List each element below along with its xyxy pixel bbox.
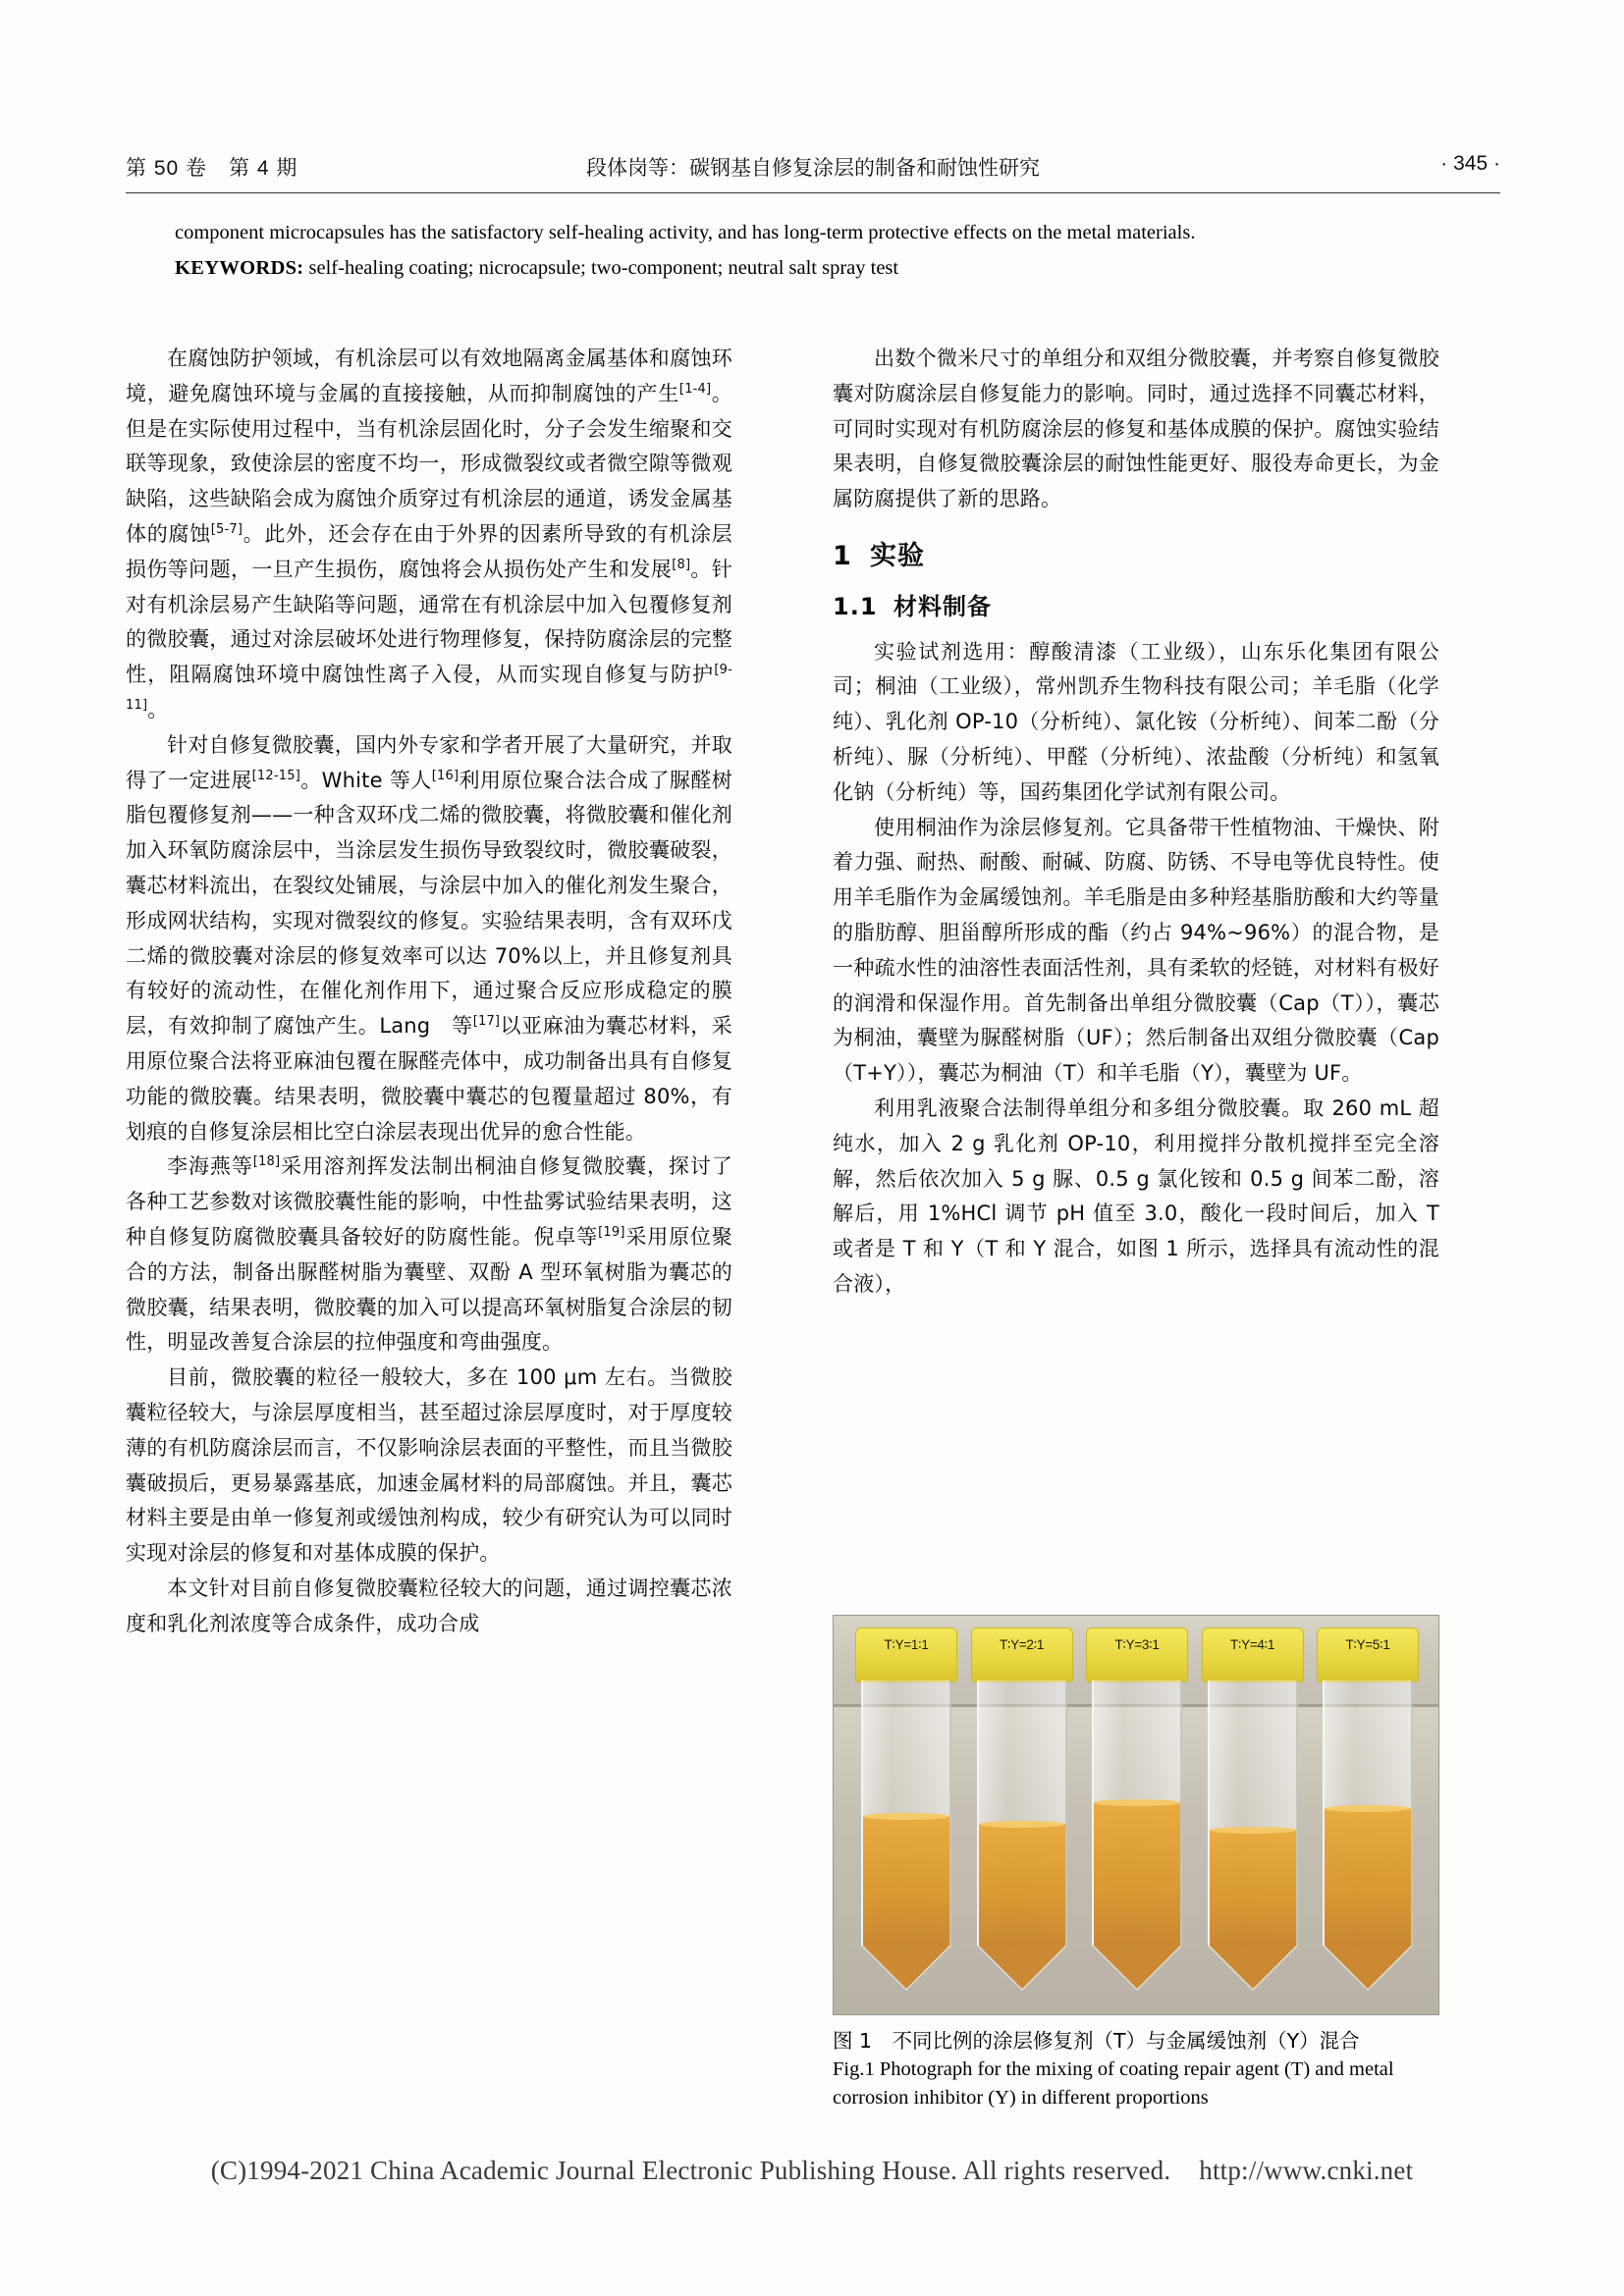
tube-4-liquid	[1210, 1830, 1296, 1946]
ref-5-7: [5-7]	[210, 521, 244, 537]
page-number: · 345 ·	[1440, 152, 1500, 175]
para2-seg1: 针对自修复微胶囊，国内外专家和学者开展了大量研究，并取得了一定进展	[126, 732, 732, 792]
paragraph-5: 本文针对目前自修复微胶囊粒径较大的问题，通过调控囊芯浓度和乳化剂浓度等合成条件，成功合成	[126, 1575, 732, 1635]
tube-5-meniscus	[1325, 1805, 1411, 1812]
section-heading-experiment	[833, 539, 1439, 574]
ref-9-11: [9-11]	[126, 663, 732, 713]
left-column	[126, 342, 732, 1641]
footer-copyright-bar	[0, 2156, 1624, 2186]
tube-5-cap	[1317, 1628, 1419, 1682]
cnki-url: http://www.cnki.net	[1199, 2156, 1414, 2185]
paragraph-2	[126, 728, 732, 1150]
ref-19: [19]	[598, 1224, 625, 1240]
para3-seg2: 采用溶剂挥发法制出桐油自修复微胶囊，探讨了各种工艺参数对该微胶囊性能的影响，中性盐雾试验结果表明，这种自修复防腐微胶囊具备较好的防腐性能。倪卓等	[126, 1154, 732, 1249]
figure-1	[833, 1615, 1439, 2112]
tube-row	[855, 1624, 1419, 2012]
tube-3-liquid-cone	[1094, 1946, 1180, 1989]
volume-issue: 第 50 卷 第 4 期	[126, 157, 298, 180]
para1-seg2: 。但是在实际使用过程中，当有机涂层固化时，分子会发生缩聚和交联等现象，致使涂层的密度不均一，形成微裂纹或者微空隙等微观缺陷，这些缺陷会成为腐蚀介质穿过有机涂层的通道，诱发金属基体的腐蚀	[126, 381, 733, 546]
paragraph-3	[126, 1149, 732, 1361]
para2-seg4: 以亚麻油为囊芯材料，采用原位聚合法将亚麻油包覆在脲醛壳体中，成功制备出具有自修复功能的微胶囊。结果表明，微胶囊中囊芯的包覆量超过 80%，有划痕的自修复涂层相比空白涂层表现出优异的愈合性能。	[126, 1014, 732, 1144]
para3-seg3: 采用原位聚合的方法，制备出脲醛树脂为囊壁、双酚 A 型环氧树脂为囊芯的微胶囊，结果表明，微胶囊的加入可以提高环氧树脂复合涂层的韧性，明显改善复合涂层的拉伸强度和弯曲强度。	[126, 1224, 733, 1355]
tube-3-label: T∶Y=3∶1	[1114, 1637, 1160, 1652]
tube-5	[1317, 1624, 1419, 1997]
tube-2	[971, 1624, 1073, 1997]
tube-2-label: T∶Y=2∶1	[999, 1637, 1045, 1652]
figure-caption	[833, 2027, 1439, 2112]
section-number: 1	[833, 540, 852, 571]
ref-1-4: [1-4]	[678, 381, 712, 397]
figure-caption-en: Fig.1 Photograph for the mixing of coating repair agent (T) and metal corrosion inhibitor (Y) in different proportions	[833, 2058, 1394, 2109]
tube-4-label: T∶Y=4∶1	[1229, 1637, 1275, 1652]
tube-2-meniscus	[979, 1821, 1065, 1828]
right-paragraph-3: 使用桐油作为涂层修复剂。它具备带干性植物油、干燥快、附着力强、耐热、耐酸、耐碱、防腐、防锈、不导电等优良特性。使用羊毛脂作为金属缓蚀剂。羊毛脂是由多种羟基脂肪酸和大约等量的脂肪醇、胆甾醇所形成的酯（约占 94%~96%）的混合物，是一种疏水性的油溶性表面活性剂，具有柔软的烃链，对材料有极好的润滑和保湿作用。首先制备出单组分微胶囊（Cap（T）），囊芯为桐油，囊壁为脲醛树脂（UF）；然后制备出双组分微胶囊（Cap（T+Y）），囊芯为桐油（T）和羊毛脂（Y），囊壁为 UF。	[833, 815, 1439, 1086]
tube-2-liquid-cone	[979, 1946, 1065, 1989]
para1-seg5: 。	[147, 697, 169, 721]
abstract-tail: component microcapsules has the satisfactory self-healing activity, and has long-term protective effects on the metal materials.	[175, 222, 1196, 243]
tube-1-liquid	[863, 1816, 949, 1946]
para3-seg1: 李海燕等	[167, 1154, 253, 1179]
para1-seg3: 。此外，还会存在由于外界的因素所导致的有机涂层损伤等问题，一旦产生损伤，腐蚀将会从损伤处产生和发展	[126, 521, 732, 581]
right-column	[833, 342, 1439, 1303]
para2-seg3: 利用原位聚合法合成了脲醛树脂包覆修复剂——一种含双环戊二烯的微胶囊，将微胶囊和催化剂加入环氧防腐涂层中，当涂层发生损伤导致裂纹时，微胶囊破裂，囊芯材料流出，在裂纹处铺展，与涂层中加入的催化剂发生聚合，形成网状结构，实现对微裂纹的修复。实验结果表明，含有双环戊二烯的微胶囊对涂层的修复效率可以达 70%以上，并且修复剂具有较好的流动性，在催化剂作用下，通过聚合反应形成稳定的膜层，有效抑制了腐蚀产生。Lang 等	[126, 768, 732, 1039]
tube-1-cap	[855, 1628, 957, 1682]
tube-4	[1202, 1624, 1304, 1997]
ref-16: [16]	[431, 768, 460, 783]
running-head	[126, 152, 1500, 191]
keywords-text: self-healing coating; nicrocapsule; two-component; neutral salt spray test	[308, 257, 899, 279]
paragraph-4: 目前，微胶囊的粒径一般较大，多在 100 μm 左右。当微胶囊粒径较大，与涂层厚度相当，甚至超过涂层厚度时，对于厚度较薄的有机防腐涂层而言，不仅影响涂层表面的平整性，而且当微胶囊破损后，更易暴露基底，加速金属材料的局部腐蚀。并且，囊芯材料主要是由单一修复剂或缓蚀剂构成，较少有研究认为可以同时实现对涂层的修复和对基体成膜的保护。	[126, 1365, 732, 1566]
paragraph-1	[126, 342, 732, 728]
keywords-line	[175, 253, 1451, 283]
keywords-label: KEYWORDS:	[175, 257, 304, 279]
figure-1-photograph	[833, 1615, 1439, 2015]
subsection-heading-materials	[833, 590, 1439, 625]
figure-caption-cn: 图 1 不同比例的涂层修复剂（T）与金属缓蚀剂（Y）混合	[833, 2029, 1360, 2053]
para2-seg2: 。White 等人	[299, 768, 432, 792]
section-title: 实验	[870, 540, 925, 571]
header-rule	[126, 192, 1500, 193]
tube-5-label: T∶Y=5∶1	[1345, 1637, 1390, 1652]
tube-2-cap	[971, 1628, 1073, 1682]
subsection-number: 1.1	[833, 592, 878, 620]
para1-seg1: 在腐蚀防护领域，有机涂层可以有效地隔离金属基体和腐蚀环境，避免腐蚀环境与金属的直接接触，从而抑制腐蚀的产生	[126, 347, 732, 405]
tube-1-label: T∶Y=1∶1	[884, 1637, 929, 1652]
tube-1-liquid-cone	[863, 1946, 949, 1989]
ref-8: [8]	[672, 557, 691, 572]
tube-1-meniscus	[863, 1813, 949, 1820]
ref-17: [17]	[472, 1014, 501, 1030]
tube-1	[855, 1624, 957, 1997]
right-paragraph-2: 实验试剂选用：醇酸清漆（工业级），山东乐化集团有限公司；桐油（工业级），常州凯乔生物科技有限公司；羊毛脂（化学纯）、乳化剂 OP-10（分析纯）、氯化铵（分析纯）、间苯二酚（分析纯）、脲（分析纯）、甲醛（分析纯）、浓盐酸（分析纯）和氢氧化钠（分析纯）等，国药集团化学试剂有限公司。	[833, 639, 1439, 804]
tube-4-cap	[1202, 1628, 1304, 1682]
subsection-title: 材料制备	[893, 592, 992, 620]
running-title: 段体岗等：碳钢基自修复涂层的制备和耐蚀性研究	[586, 157, 1040, 180]
right-paragraph-1: 出数个微米尺寸的单组分和双组分微胶囊，并考察自修复微胶囊对防腐涂层自修复能力的影响。同时，通过选择不同囊芯材料，可同时实现对有机防腐涂层的修复和基体成膜的保护。腐蚀实验结果表明，自修复微胶囊涂层的耐蚀性能更好、服役寿命更长，为金属防腐提供了新的思路。	[833, 347, 1439, 511]
tube-5-liquid	[1325, 1808, 1411, 1946]
tube-3-meniscus	[1094, 1799, 1180, 1806]
right-paragraph-4: 利用乳液聚合法制得单组分和多组分微胶囊。取 260 mL 超纯水，加入 2 g 乳化剂 OP-10，利用搅拌分散机搅拌至完全溶解，然后依次加入 5 g 脲、0.5 g 氯化铵和 0.5 g 间苯二酚，溶解后，用 1%HCl 调节 pH 值至 3.0，酸化一段时间后，加入 T 或者是 T 和 Y（T 和 Y 混合，如图 1 所示，选择具有流动性的混合液），	[833, 1095, 1439, 1296]
tube-4-meniscus	[1210, 1827, 1296, 1834]
para1-seg4: 。针对有机涂层易产生缺陷等问题，通常在有机涂层中加入包覆修复剂的微胶囊，通过对涂层破坏处进行物理修复，保持防腐涂层的完整性，阻隔腐蚀环境中腐蚀性离子入侵，从而实现自修复与防护	[126, 557, 733, 687]
tube-4-liquid-cone	[1210, 1946, 1296, 1989]
copyright-text: (C)1994-2021 China Academic Journal Electronic Publishing House. All rights reserved.	[210, 2156, 1171, 2185]
ref-18: [18]	[252, 1154, 281, 1170]
tube-5-liquid-cone	[1325, 1946, 1411, 1989]
tube-3-liquid	[1094, 1802, 1180, 1946]
tube-3-cap	[1086, 1628, 1188, 1682]
tube-3	[1086, 1624, 1188, 1997]
tube-2-liquid	[979, 1824, 1065, 1946]
ref-12-15: [12-15]	[251, 768, 300, 783]
